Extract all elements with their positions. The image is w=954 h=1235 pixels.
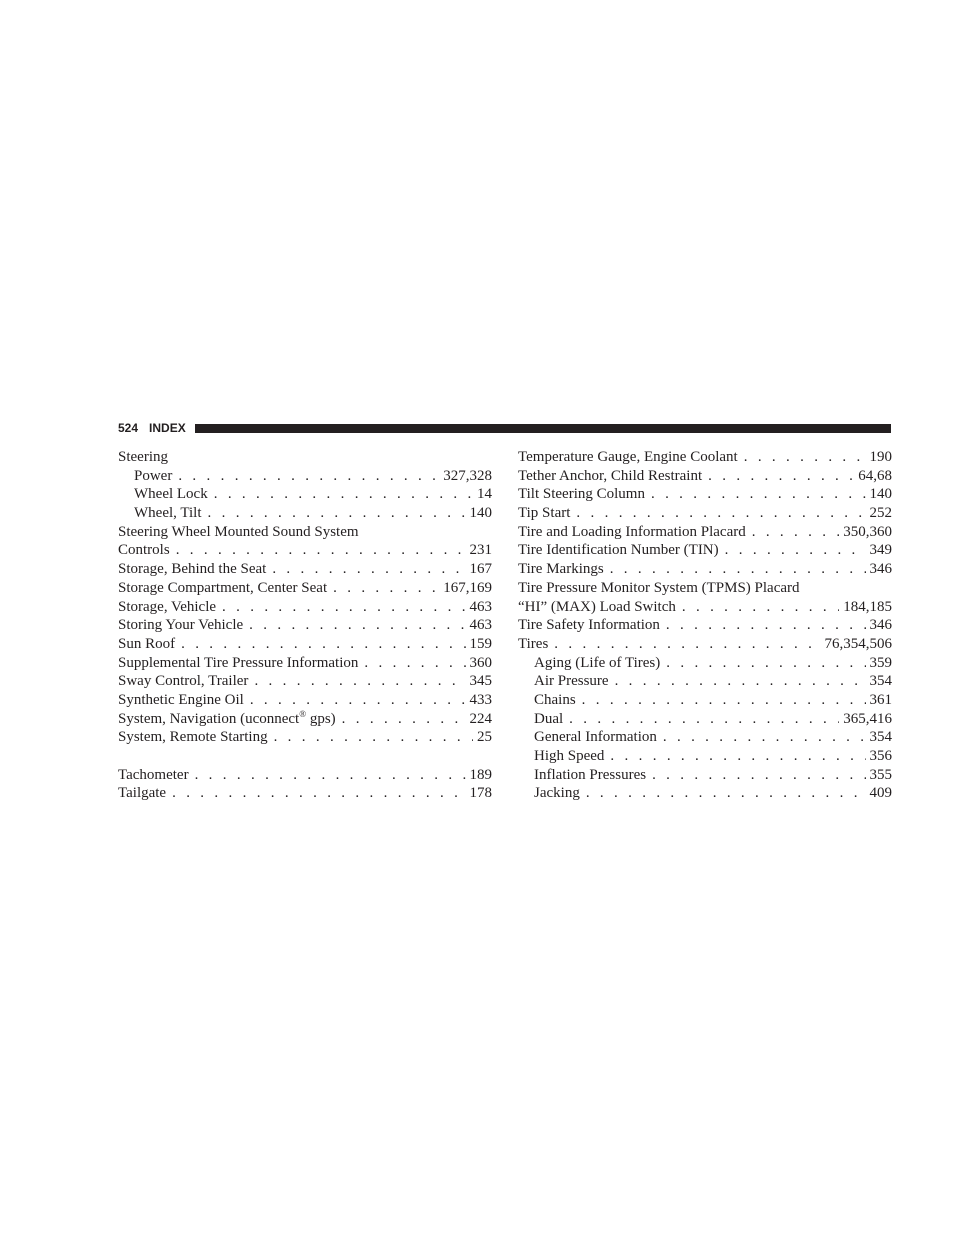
index-entry <box>118 766 492 785</box>
dot-leader <box>586 784 866 803</box>
entry-pages: 346 <box>869 561 892 578</box>
entry-pages: 252 <box>869 505 892 522</box>
entry-pages: 190 <box>869 449 892 465</box>
entry-term: Tilt Steering Column <box>518 486 645 503</box>
entry-term: Tire Markings <box>518 561 604 578</box>
dot-leader <box>222 598 465 617</box>
entry-term: Tether Anchor, Child Restraint <box>518 467 703 484</box>
entry-pages: 345 <box>469 673 492 690</box>
dot-leader <box>652 766 865 785</box>
entry-pages: 346 <box>869 617 892 634</box>
entry-term: Tachometer <box>118 766 189 783</box>
entry-term: Tailgate <box>118 785 167 802</box>
index-entry <box>118 616 492 635</box>
entry-term: Dual <box>534 710 564 727</box>
entry-pages: 224 <box>469 710 492 727</box>
entry-pages: 14 <box>477 486 492 503</box>
entry-term: Air Pressure <box>534 673 609 690</box>
index-column-right <box>518 448 892 803</box>
entry-term: General Information <box>534 729 657 746</box>
entry-term: Supplemental Tire Pressure Information <box>118 654 359 671</box>
dot-leader <box>181 635 465 654</box>
entry-pages: 409 <box>869 785 892 802</box>
entry-term: Steering Wheel Mounted Sound System <box>118 523 359 540</box>
entry-pages: 167 <box>469 561 492 578</box>
entry-pages: 355 <box>869 766 892 783</box>
dot-leader <box>272 560 465 579</box>
entry-term: Jacking <box>534 785 580 802</box>
dot-leader <box>610 560 866 579</box>
index-entry <box>518 579 892 598</box>
entry-pages: 76,354,506 <box>824 635 892 652</box>
entry-pages: 327,328 <box>443 467 492 484</box>
dot-leader <box>333 579 439 598</box>
index-entry <box>518 541 892 560</box>
dot-leader <box>249 616 465 635</box>
dot-leader <box>666 654 865 673</box>
entry-term: Sun Roof <box>118 635 176 652</box>
index-subentry <box>518 747 892 766</box>
dot-leader <box>725 541 866 560</box>
entry-pages: 463 <box>469 617 492 634</box>
dot-leader <box>708 467 854 486</box>
index-entry <box>518 523 892 542</box>
header-rule <box>195 424 891 433</box>
entry-term: Storage Compartment, Center Seat <box>118 579 328 596</box>
index-entry <box>118 784 492 803</box>
index-entry <box>118 541 492 560</box>
entry-term: Chains <box>534 691 576 708</box>
dot-leader <box>208 504 466 523</box>
entry-term: Controls <box>118 542 170 559</box>
entry-term: Tip Start <box>518 505 571 522</box>
section-title: INDEX <box>149 421 186 435</box>
dot-leader <box>178 467 439 486</box>
entry-pages: 64,68 <box>858 467 892 484</box>
dot-leader <box>610 747 865 766</box>
entry-pages: 361 <box>869 691 892 708</box>
entry-pages: 463 <box>469 598 492 615</box>
index-entry <box>118 560 492 579</box>
index-column-left <box>118 448 492 803</box>
dot-leader <box>274 728 473 747</box>
index-entry <box>518 504 892 523</box>
dot-leader <box>342 710 466 729</box>
entry-term: Tires <box>518 635 549 652</box>
entry-term: System, Remote Starting <box>118 729 268 746</box>
index-entry <box>118 448 492 467</box>
entry-pages: 354 <box>869 729 892 746</box>
dot-leader <box>176 541 466 560</box>
index-entry <box>118 579 492 598</box>
index-entry <box>518 560 892 579</box>
page-number: 524 <box>118 421 139 435</box>
index-entry <box>118 691 492 710</box>
entry-term: Tire Identification Number (TIN) <box>518 542 719 559</box>
dot-leader <box>615 672 866 691</box>
index-entry <box>518 616 892 635</box>
entry-pages: 178 <box>469 785 492 802</box>
entry-pages: 359 <box>869 654 892 671</box>
entry-term: Wheel, Tilt <box>134 505 202 522</box>
index-subentry <box>118 467 492 486</box>
index-entry <box>118 598 492 617</box>
entry-term: Aging (Life of Tires) <box>534 654 661 671</box>
index-entry <box>118 523 492 542</box>
entry-term: High Speed <box>534 748 605 764</box>
dot-leader <box>744 448 866 467</box>
entry-term: “HI” (MAX) Load Switch <box>518 598 676 615</box>
index-entry <box>118 710 492 729</box>
entry-term: Tire Safety Information <box>518 617 660 634</box>
dot-leader <box>663 728 866 747</box>
entry-term: Temperature Gauge, Engine Coolant <box>518 449 738 465</box>
entry-pages: 350,360 <box>843 523 892 540</box>
entry-pages: 231 <box>469 542 492 559</box>
entry-term: Storage, Behind the Seat <box>118 561 267 578</box>
entry-term: Sway Control, Trailer <box>118 673 249 690</box>
index-subentry <box>518 728 892 747</box>
index-entry <box>518 635 892 654</box>
dot-leader <box>582 691 866 710</box>
entry-pages: 354 <box>869 673 892 690</box>
dot-leader <box>554 635 820 654</box>
entry-pages: 184,185 <box>843 598 892 615</box>
dot-leader <box>254 672 465 691</box>
entry-term: Storage, Vehicle <box>118 598 217 615</box>
index-gap <box>118 747 492 766</box>
entry-term: System, Navigation (uconnect® gps) <box>118 708 336 727</box>
index-subentry <box>518 784 892 803</box>
entry-pages: 159 <box>469 635 492 652</box>
entry-term: Steering <box>118 449 168 465</box>
dot-leader <box>576 504 865 523</box>
index-entry <box>118 672 492 691</box>
index-subentry <box>118 485 492 504</box>
entry-term: Inflation Pressures <box>534 766 647 783</box>
index-entry <box>518 467 892 486</box>
index-subentry <box>518 710 892 729</box>
dot-leader <box>250 691 466 710</box>
entry-pages: 140 <box>869 486 892 503</box>
index-entry <box>518 485 892 504</box>
dot-leader <box>364 654 465 673</box>
entry-term: Tire and Loading Information Placard <box>518 523 746 540</box>
entry-pages: 433 <box>469 691 492 708</box>
index-entry <box>118 654 492 673</box>
dot-leader <box>682 598 839 617</box>
page-header <box>118 419 891 437</box>
entry-term: Storing Your Vehicle <box>118 617 244 634</box>
index-subentry <box>118 504 492 523</box>
entry-pages: 25 <box>477 729 492 746</box>
dot-leader <box>752 523 840 542</box>
entry-term: Wheel Lock <box>134 486 208 503</box>
dot-leader <box>569 710 839 729</box>
entry-pages: 189 <box>469 766 492 783</box>
entry-term: Power <box>134 467 173 484</box>
dot-leader <box>666 616 866 635</box>
entry-pages: 365,416 <box>843 710 892 727</box>
entry-pages: 140 <box>469 505 492 522</box>
dot-leader <box>172 784 465 803</box>
index-subentry <box>518 672 892 691</box>
entry-pages: 349 <box>869 542 892 559</box>
dot-leader <box>214 485 473 504</box>
index-subentry <box>518 654 892 673</box>
index-entry <box>118 635 492 654</box>
entry-pages: 360 <box>469 654 492 671</box>
index-entry <box>118 728 492 747</box>
entry-term: Tire Pressure Monitor System (TPMS) Placard <box>518 579 800 596</box>
entry-pages: 167,169 <box>443 579 492 596</box>
index-entry <box>518 448 892 467</box>
index-subentry <box>518 766 892 785</box>
dot-leader <box>651 485 866 504</box>
entry-term: Synthetic Engine Oil <box>118 691 244 708</box>
index-entry <box>518 598 892 617</box>
entry-pages: 356 <box>869 748 892 764</box>
index-subentry <box>518 691 892 710</box>
dot-leader <box>195 766 466 785</box>
